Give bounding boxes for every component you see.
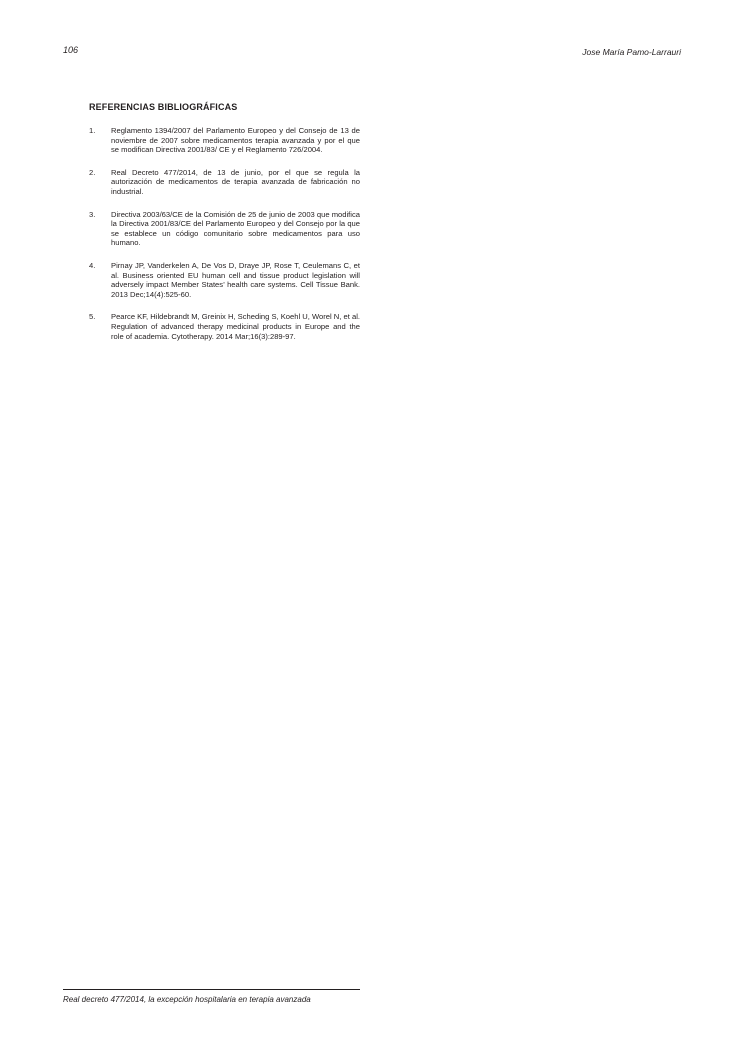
running-header-author: Jose María Pamo-Larrauri <box>582 47 681 57</box>
references-title: REFERENCIAS BIBLIOGRÁFICAS <box>89 102 238 112</box>
page-number: 106 <box>63 45 79 55</box>
reference-number: 2. <box>89 167 96 177</box>
reference-number: 1. <box>89 126 96 135</box>
reference-text: Directiva 2003/63/CE de la Comisión de 25 de junio de 2003 que modifica la Directiva 2001/83/CE del Parlamento Europeo y del Consejo por la que se establece un código comunitario sobre medicamentos para uso humano. <box>111 209 360 248</box>
reference-text: Real Decreto 477/2014, de 13 de junio, por el que se regula la autorización de medicamentos de terapia avanzada de fabricación no industrial. <box>111 167 360 196</box>
reference-item <box>89 261 360 299</box>
reference-text: Pirnay JP, Vanderkelen A, De Vos D, Draye JP, Rose T, Ceulemans C, et al. Business oriented EU human cell and tissue product legislation will adversely impact Member States’ health care systems. Cell Tissue Bank. 2013 Dec;14(4):525-60. <box>111 260 360 299</box>
reference-number: 3. <box>89 209 96 219</box>
reference-item <box>89 126 360 155</box>
reference-item <box>89 168 360 197</box>
footer-divider <box>63 989 360 990</box>
reference-number: 4. <box>89 260 96 270</box>
reference-text: Pearce KF, Hildebrandt M, Greinix H, Scheding S, Koehl U, Worel N, et al. Regulation of advanced therapy medicinal products in Europe and the role of academia. Cytotherapy. 2014 Mar;16(3):289-97. <box>111 312 360 341</box>
running-footer-title: Real decreto 477/2014, la excepción hospitalaria en terapia avanzada <box>63 995 311 1004</box>
references-section <box>89 102 360 354</box>
reference-item <box>89 210 360 248</box>
reference-number: 5. <box>89 312 96 322</box>
reference-item <box>89 312 360 341</box>
reference-text: Reglamento 1394/2007 del Parlamento Europeo y del Consejo de 13 de noviembre de 2007 sobre medicamentos terapia avanzada y por el que se modifican Directiva 2001/83/ CE y el Reglamento 726/2004. <box>111 126 360 155</box>
